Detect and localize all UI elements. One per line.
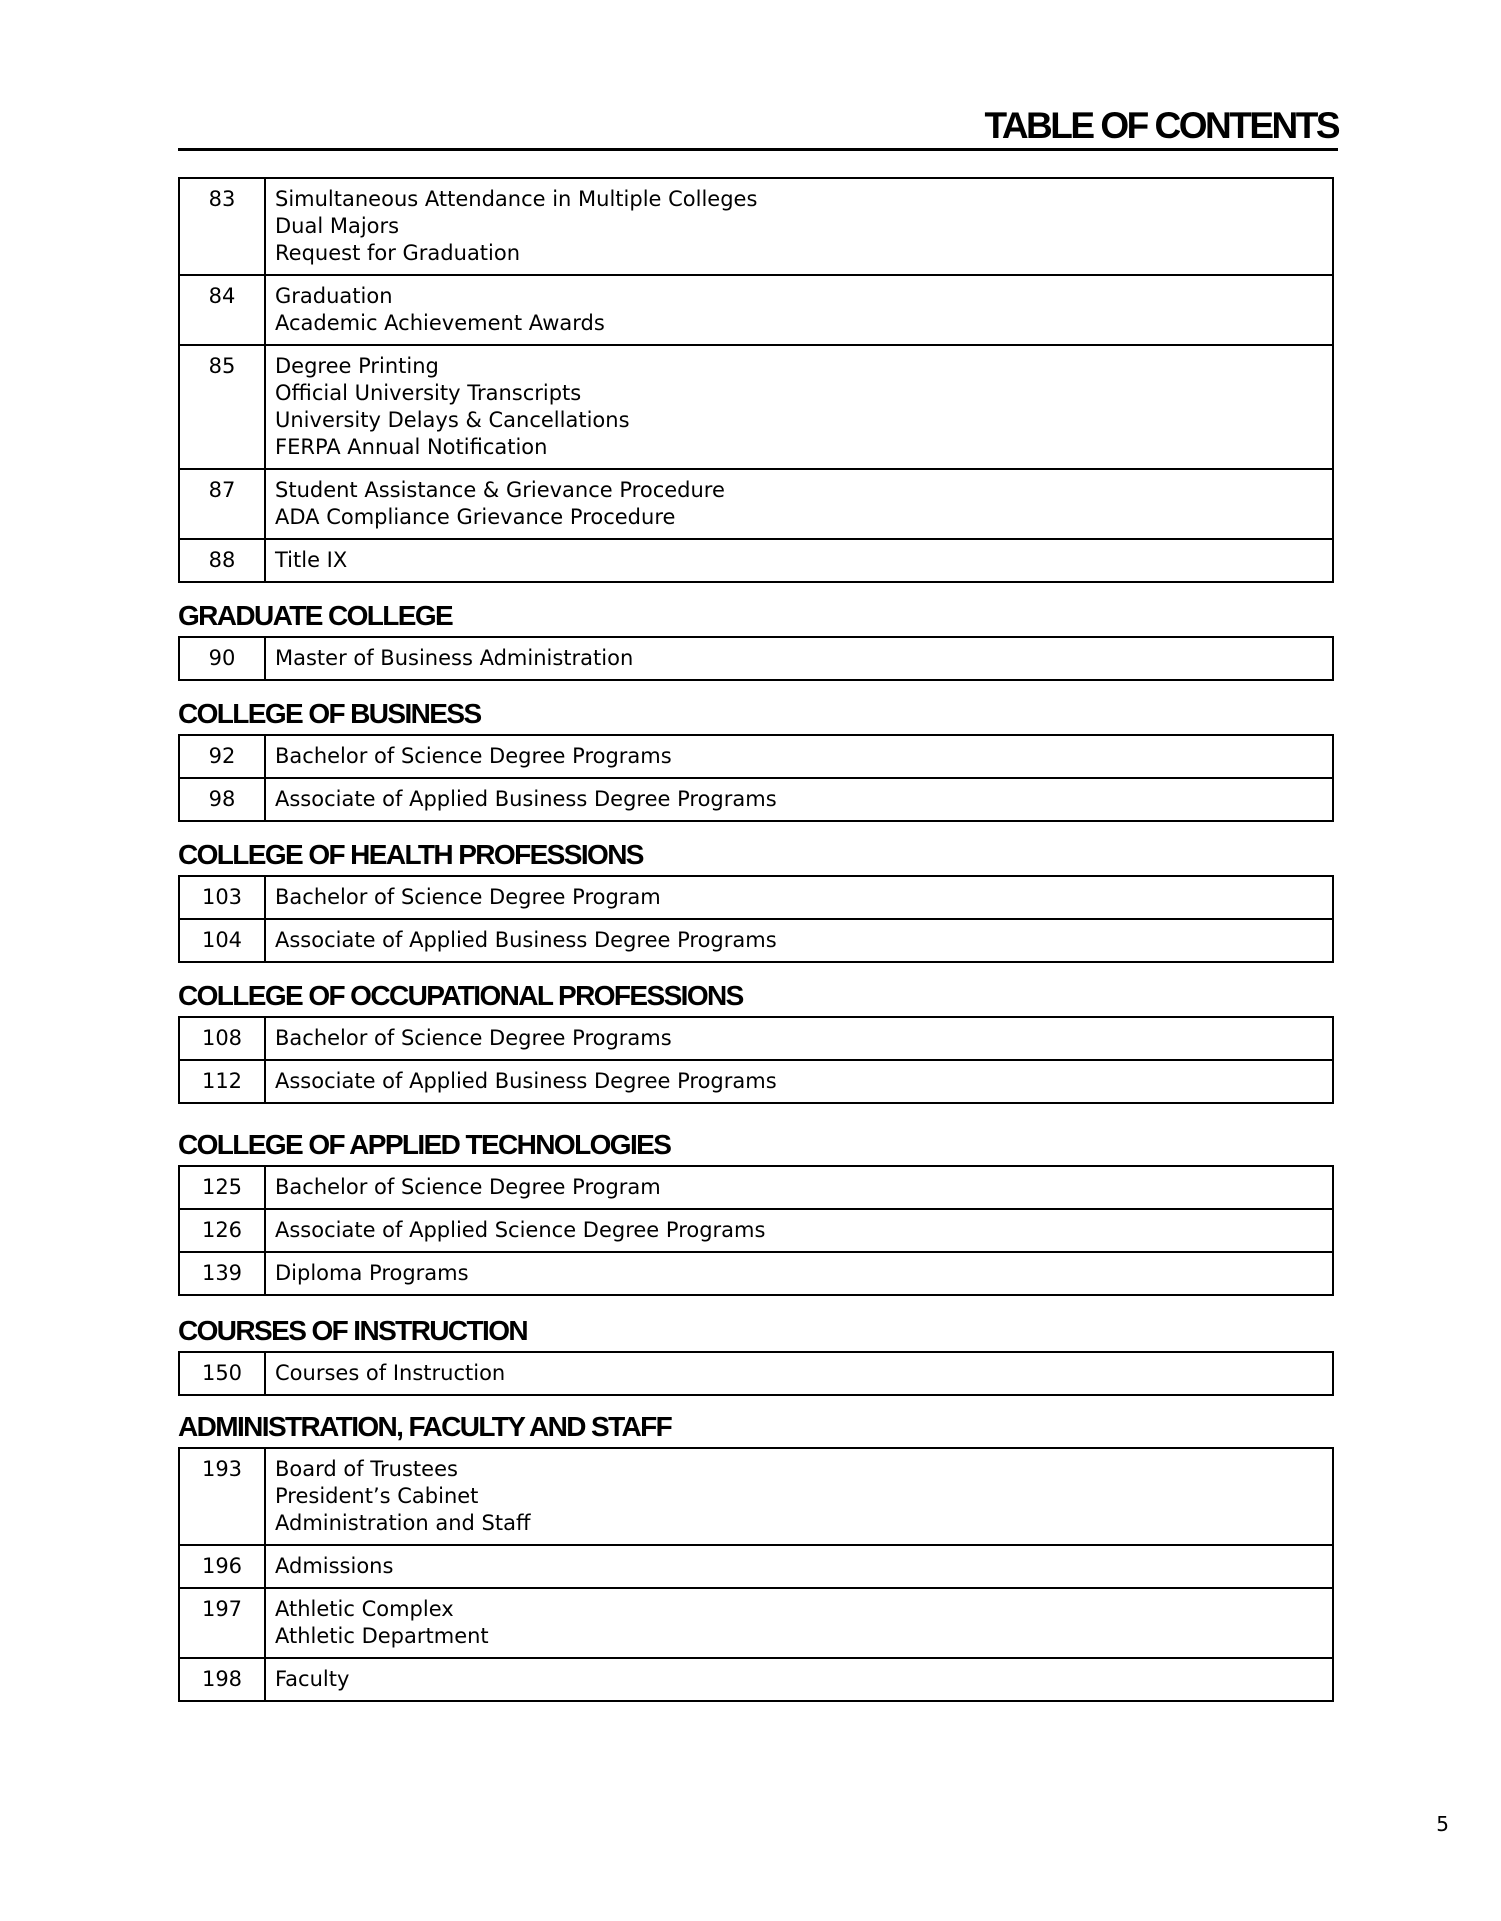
toc-entry: Bachelor of Science Degree Programs bbox=[275, 744, 672, 768]
toc-page-number: 196 bbox=[179, 1545, 265, 1588]
toc-page-number: 88 bbox=[179, 539, 265, 582]
toc-entry: University Delays & Cancellations bbox=[275, 408, 630, 432]
toc-page-number: 103 bbox=[179, 876, 265, 919]
toc-entry: Athletic Complex bbox=[275, 1597, 454, 1621]
toc-entry: Courses of Instruction bbox=[275, 1361, 506, 1385]
toc-row bbox=[179, 1252, 1333, 1295]
toc-entry: Degree Printing bbox=[275, 354, 439, 378]
toc-entry: Admissions bbox=[275, 1554, 394, 1578]
toc-row bbox=[179, 919, 1333, 962]
toc-row bbox=[179, 469, 1333, 539]
toc-row bbox=[179, 637, 1333, 680]
section-heading: COLLEGE OF APPLIED TECHNOLOGIES bbox=[178, 1129, 671, 1160]
page-number: 5 bbox=[1436, 1812, 1449, 1836]
toc-entry: Administration and Staff bbox=[275, 1511, 531, 1535]
toc-row bbox=[179, 778, 1333, 821]
toc-row bbox=[179, 539, 1333, 582]
toc-body bbox=[178, 177, 1338, 1702]
toc-entry: Student Assistance & Grievance Procedure bbox=[275, 478, 725, 502]
toc-entry: Board of Trustees bbox=[275, 1457, 458, 1481]
toc-row bbox=[179, 1658, 1333, 1701]
toc-entries bbox=[265, 1166, 1333, 1209]
toc-entry: Academic Achievement Awards bbox=[275, 311, 605, 335]
section-heading: COLLEGE OF BUSINESS bbox=[178, 698, 481, 729]
toc-entries bbox=[265, 637, 1333, 680]
toc-page-number: 98 bbox=[179, 778, 265, 821]
toc-entries bbox=[265, 1658, 1333, 1701]
toc-entries bbox=[265, 876, 1333, 919]
toc-entries bbox=[265, 178, 1333, 275]
toc-entry: Bachelor of Science Degree Program bbox=[275, 885, 661, 909]
toc-table bbox=[178, 1351, 1334, 1396]
toc-page-number: 87 bbox=[179, 469, 265, 539]
toc-page-number: 90 bbox=[179, 637, 265, 680]
section-heading: GRADUATE COLLEGE bbox=[178, 600, 453, 631]
toc-entries bbox=[265, 1352, 1333, 1395]
toc-table bbox=[178, 734, 1334, 822]
toc-entry: Title IX bbox=[275, 548, 348, 572]
toc-entry: Dual Majors bbox=[275, 214, 400, 238]
toc-entries bbox=[265, 1545, 1333, 1588]
toc-entry: President’s Cabinet bbox=[275, 1484, 479, 1508]
toc-row bbox=[179, 1209, 1333, 1252]
toc-entries bbox=[265, 275, 1333, 345]
toc-entry: Associate of Applied Business Degree Programs bbox=[275, 1069, 777, 1093]
toc-page-number: 104 bbox=[179, 919, 265, 962]
toc-entries bbox=[265, 1588, 1333, 1658]
toc-page-number: 139 bbox=[179, 1252, 265, 1295]
toc-row bbox=[179, 1588, 1333, 1658]
toc-table bbox=[178, 1165, 1334, 1296]
page-title: TABLE OF CONTENTS bbox=[984, 105, 1338, 146]
toc-entry: Graduation bbox=[275, 284, 393, 308]
toc-row bbox=[179, 1166, 1333, 1209]
toc-entry: Associate of Applied Business Degree Programs bbox=[275, 787, 777, 811]
toc-page-number: 193 bbox=[179, 1448, 265, 1545]
section-heading: COURSES OF INSTRUCTION bbox=[178, 1315, 528, 1346]
toc-entry: ADA Compliance Grievance Procedure bbox=[275, 505, 676, 529]
toc-entries bbox=[265, 1017, 1333, 1060]
toc-entry: Bachelor of Science Degree Programs bbox=[275, 1026, 672, 1050]
toc-row bbox=[179, 1545, 1333, 1588]
toc-page-number: 85 bbox=[179, 345, 265, 469]
toc-page-number: 108 bbox=[179, 1017, 265, 1060]
toc-page-number: 112 bbox=[179, 1060, 265, 1103]
toc-row bbox=[179, 275, 1333, 345]
toc-page-number: 150 bbox=[179, 1352, 265, 1395]
toc-entry: Official University Transcripts bbox=[275, 381, 582, 405]
title-rule bbox=[178, 148, 1338, 151]
toc-entry: Faculty bbox=[275, 1667, 350, 1691]
toc-table bbox=[178, 636, 1334, 681]
toc-entries bbox=[265, 1060, 1333, 1103]
toc-entries bbox=[265, 735, 1333, 778]
toc-table bbox=[178, 1016, 1334, 1104]
toc-row bbox=[179, 345, 1333, 469]
toc-entries bbox=[265, 469, 1333, 539]
toc-page-number: 83 bbox=[179, 178, 265, 275]
toc-row bbox=[179, 1017, 1333, 1060]
toc-page-number: 197 bbox=[179, 1588, 265, 1658]
section-heading: COLLEGE OF HEALTH PROFESSIONS bbox=[178, 839, 643, 870]
toc-entries bbox=[265, 539, 1333, 582]
toc-row bbox=[179, 735, 1333, 778]
toc-entry: Simultaneous Attendance in Multiple Colleges bbox=[275, 187, 758, 211]
toc-entry: Bachelor of Science Degree Program bbox=[275, 1175, 661, 1199]
toc-entry: Associate of Applied Science Degree Programs bbox=[275, 1218, 766, 1242]
toc-entry: Athletic Department bbox=[275, 1624, 489, 1648]
toc-entries bbox=[265, 1209, 1333, 1252]
toc-row bbox=[179, 1448, 1333, 1545]
toc-entry: Associate of Applied Business Degree Programs bbox=[275, 928, 777, 952]
toc-row bbox=[179, 178, 1333, 275]
toc-entries bbox=[265, 778, 1333, 821]
section-heading: COLLEGE OF OCCUPATIONAL PROFESSIONS bbox=[178, 980, 743, 1011]
toc-entries bbox=[265, 345, 1333, 469]
toc-row bbox=[179, 876, 1333, 919]
section-heading: ADMINISTRATION, FACULTY AND STAFF bbox=[178, 1411, 672, 1442]
toc-entries bbox=[265, 1448, 1333, 1545]
toc-table bbox=[178, 177, 1334, 583]
toc-entry: Request for Graduation bbox=[275, 241, 521, 265]
toc-page-number: 84 bbox=[179, 275, 265, 345]
toc-row bbox=[179, 1352, 1333, 1395]
toc-entry: Master of Business Administration bbox=[275, 646, 634, 670]
toc-page-number: 92 bbox=[179, 735, 265, 778]
toc-entry: Diploma Programs bbox=[275, 1261, 469, 1285]
toc-entry: FERPA Annual Notification bbox=[275, 435, 548, 459]
toc-table bbox=[178, 875, 1334, 963]
toc-row bbox=[179, 1060, 1333, 1103]
toc-page-number: 126 bbox=[179, 1209, 265, 1252]
toc-entries bbox=[265, 919, 1333, 962]
toc-page-number: 198 bbox=[179, 1658, 265, 1701]
toc-table bbox=[178, 1447, 1334, 1702]
toc-page-number: 125 bbox=[179, 1166, 265, 1209]
toc-entries bbox=[265, 1252, 1333, 1295]
